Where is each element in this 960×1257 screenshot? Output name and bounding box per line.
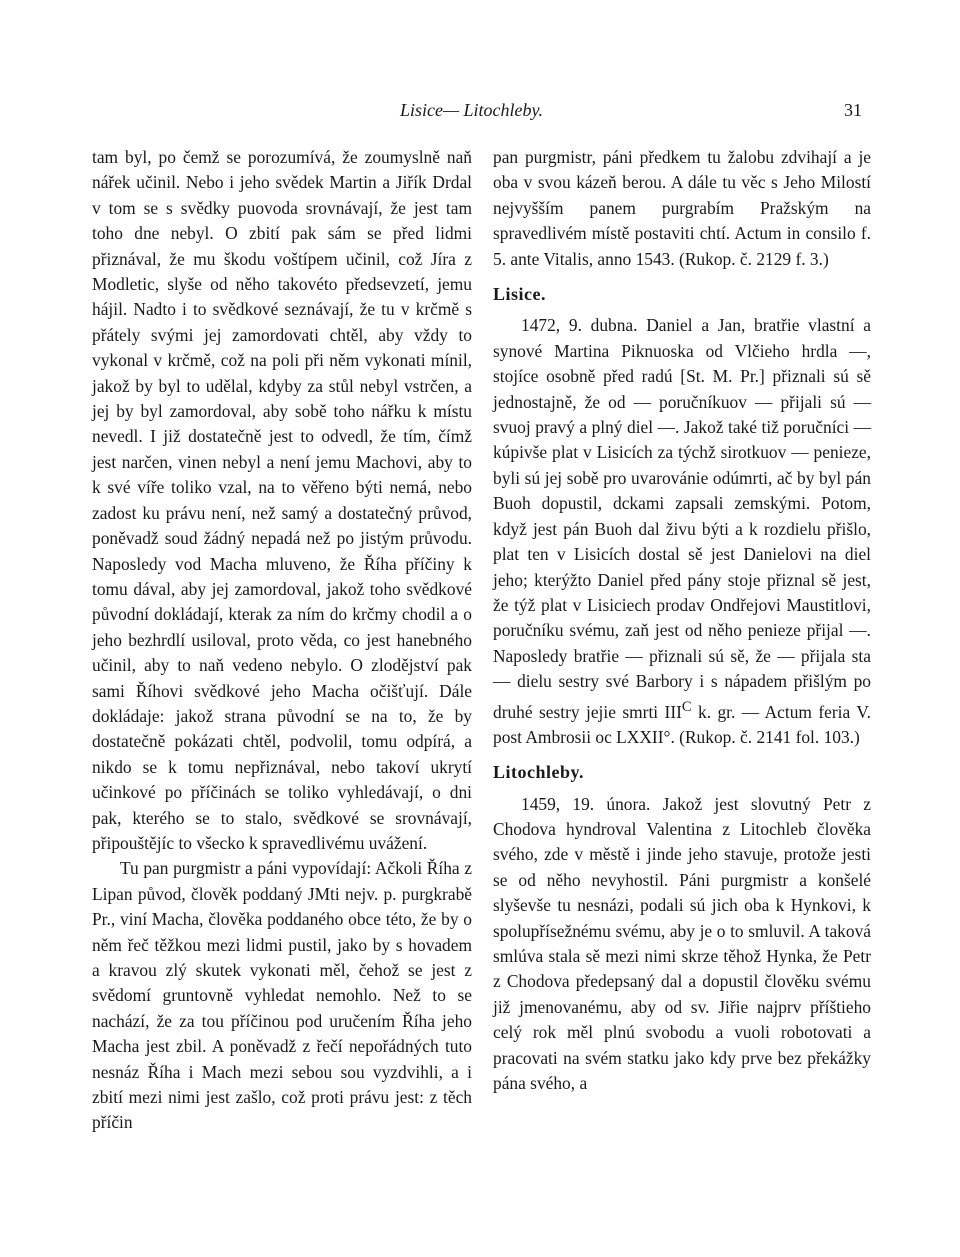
paragraph-text: 1472, 9. dubna. Daniel a Jan, bratřie vlastní a synové Martina Piknuoska od Vlčieho hrdla —, stojíce osobně před radú [St. M. Pr.] přiznali sú sě jednostajně, že od — poručníkuov — přijali sú — svuoj pravý a plný diel —. Jakož také tiž poručníci — kúpivše plat v Lisicích za týchž sirotkuov — penieze, byli sú jej sobě pro uvarovánie odúmrti, ač by byl pán Buoh dopustil, dckami zapsali zemskými. Potom, když jest pán Buoh dal živu býti a k rozdielu přišlo, plat ten v Lisicích dostal sě jest Danielovi na diel jeho; kterýžto Daniel před pány stoje přiznal sě jest, že týž plat v Lisiciech prodav Ondřejovi Maustitlovi, poručníku svému, zaň jest od něho penieze přijal —. Naposledy bratřie — přiznali sú sě, že — přijala sta — dielu sestry své Barbory i s nápadem přišlým po druhé sestry jejie smrti III: [493, 315, 871, 722]
superscript: C: [681, 698, 692, 715]
paragraph: [493, 313, 871, 750]
running-header: [0, 100, 960, 126]
right-column: [493, 145, 871, 1096]
page-number: 31: [844, 100, 862, 120]
section-heading-litochleby: Litochleby.: [493, 762, 585, 783]
paragraph: pan purgmistr, páni předkem tu žalobu zdvihají a je oba v svou kázeň berou. A dále tu věc s Jeho Milostí nejvyšším panem purgrabím Pražským na spravedlivém místě postaviti chtí. Actum in consilo f. 5. ante Vitalis, anno 1543. (Rukop. č. 2129 f. 3.): [493, 147, 871, 269]
paragraph: tam byl, po čemž se porozumívá, že zoumyslně naň nářek učinil. Nebo i jeho svědek Martin a Jiřík Drdal v tom se s svědky puovoda srovnávají, že jest tam toho dne nebyl. O zbití pak sám se před lidmi přiznával, že mu škodu voštípem učinil, což Jíra z Modletic, slyše od něho takovéto předsevzetí, jemu hájil. Nadto i to svědkové seznávají, že tu v krčmě s přátely svými jej zamordovati chtěl, aby vždy to vykonal v krčmě, což na poli při něm vykonati mínil, jakož by byl to udělal, kdyby za stůl nebyl vstrčen, a jej by byl zamordoval, aby sobě toho nářku k místu nevedl. I již dostatečně jest to odvedl, že tím, čímž jest narčen, vinen nebyl a není jemu Machovi, aby to k své víře toliko vzal, na to věřeno býti nemá, nebo zadost ku právu není, než samý a dostatečný průvod, poněvadž soud žádný nepadá než po jistým průvodu. Naposledy vod Macha mluveno, že Říha příčiny k tomu dával, aby jej zamordoval, jakož toho svědkové původní dokládají, kterak za ním do krčmy chodil a o jeho bezhrdlí usiloval, proto věda, co jest hanebného učinil, aby to naň vedeno nebylo. O zlodějství pak sami Říhovi svědkové jeho Macha očišťují. Dále dokládaje: jakož strana původní se na to, že by dostatečně pokázati chtěl, podvolil, tomu odpírá, a nikdo se k tomu nepřiznával, nebo takoví ukrytí učinkové po příčinách se toliko vyhledávají, o dni pak, kterého se to stalo, svědkové se srovnávají, připouštějíc to všecko k spravedlivému uvážení.: [92, 147, 472, 853]
section-heading-lisice: Lisice.: [493, 284, 546, 305]
paragraph: Tu pan purgmistr a páni vypovídají: Ačkoli Říha z Lipan původ, člověk poddaný JMti nejv. p. purgkrabě Pr., viní Macha, člověka poddaného obce této, že by o něm řeč těžkou mezi lidmi pustil, jako by s hovadem a kravou zlý skutek vykonati měl, čehož se jest z svědomí gruntovně vyhledat nemohlo. Než to se nachází, že za tou příčinou pod uručením Říha jeho Macha jest zbil. A poněvadž z řečí nepořádných tuto nesnáz Říha i Mach mezi sebou sou vyzdvihli, a i zbití mezi nimi jest zašlo, což proti právu jest: z těch příčin: [92, 858, 472, 1133]
left-column: [92, 145, 472, 1136]
paragraph: 1459, 19. února. Jakož jest slovutný Petr z Chodova hyndroval Valentina z Litochleb člověka svého, zde v městě i jinde jeho stavuje, protože jesti se od něho nevyhostil. Páni purgmistr a konšelé slyševše tu nesnázi, podali sú jich oba k Hynkovi, k spolupřísežnému svému, aby je o to smluvil. A taková smlúva stala sě mezi nimi skrze těhož Hynka, že Petr z Chodova předepsaný dal a dopustil člověku svému již jmenovanému, aby od sv. Jiřie najprv příštieho celý rok měl plnú svobodu a vuoli robotovati a pracovati na svém statku jako kdy prve bez překážky pána svého, a: [493, 793, 871, 1094]
paragraph-text: k. gr. — Actum feria V. post Ambrosii oc LXXII°. (Rukop. č. 2141 fol. 103.): [493, 701, 872, 747]
running-title: Lisice— Litochleby.: [400, 100, 543, 120]
